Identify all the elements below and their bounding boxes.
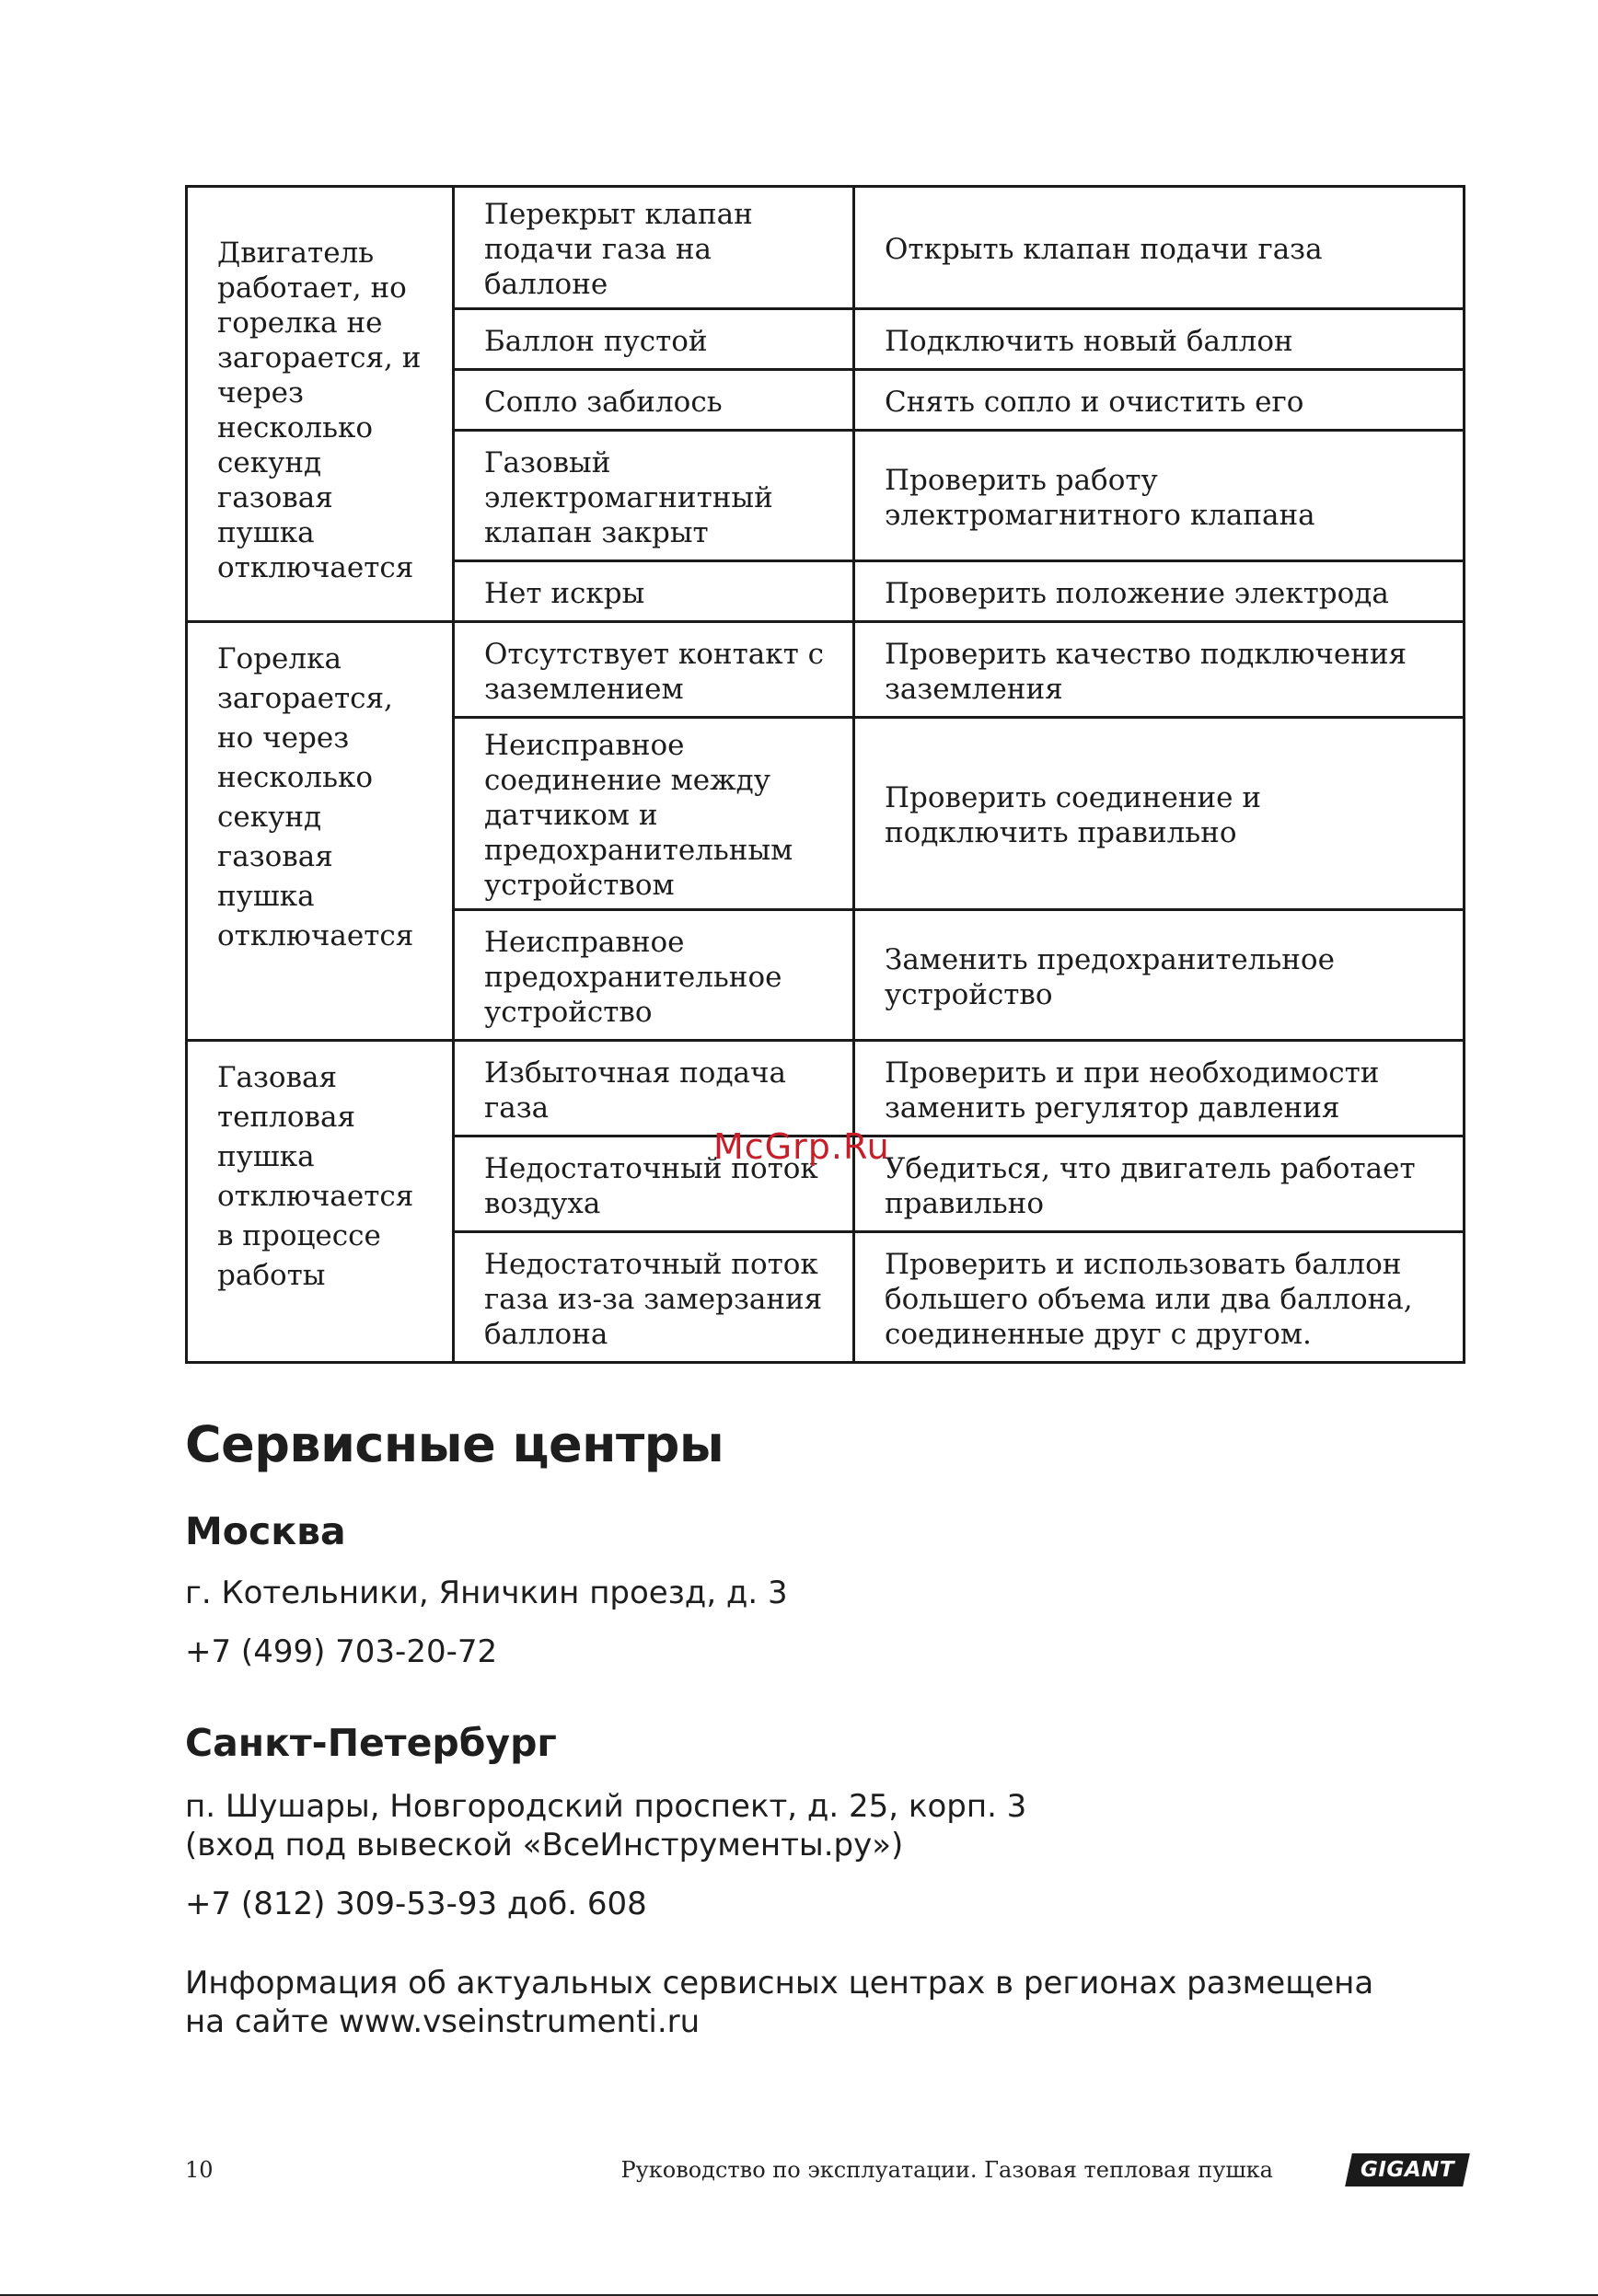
cause-cell: Перекрыт клапан подачи газа на баллоне [454,187,854,309]
info-line1: Информация об актуальных сервисных центрах в регионах размещена [185,1965,1374,2002]
cause-cell: Неисправное предохранительное устройство [454,910,854,1041]
moscow-address: г. Котельники, Яничкин проезд, д. 3 [185,1575,788,1611]
fix-cell: Проверить работу электромагнитного клапана [854,431,1465,561]
fix-cell: Проверить качество подключения заземления [854,622,1465,718]
problem-cell: Газовая тепловая пушка отключается в процессе работы [187,1041,454,1363]
spb-address-line1: п. Шушары, Новгородский проспект, д. 25, корп. 3 [185,1788,1027,1825]
cause-cell: Недостаточный поток газа из-за замерзания баллона [454,1232,854,1363]
gigant-logo [1345,2153,1470,2186]
page-number: 10 [185,2157,214,2183]
fix-cell: Убедиться, что двигатель работает правильно [854,1136,1465,1232]
gigant-logo-text: GIGANT [1360,2158,1455,2182]
watermark-text: McGrp.Ru [713,1126,890,1167]
service-centers-title: Сервисные центры [185,1415,724,1473]
cause-cell: Нет искры [454,561,854,622]
cause-cell: Недостаточный поток воздуха [454,1136,854,1232]
spb-heading: Санкт-Петербург [185,1721,557,1765]
cause-cell: Баллон пустой [454,309,854,370]
fix-cell: Проверить и при необходимости заменить регулятор давления [854,1041,1465,1136]
table-row [187,187,1465,309]
info-text [185,1964,1455,2041]
problem-cell: Горелка загорается, но через несколько секунд газовая пушка отключается [187,622,454,1041]
problem-cell: Двигатель работает, но горелка не загорается, и через несколько секунд газовая пушка отключается [187,187,454,622]
info-line2: на сайте www.vseinstrumenti.ru [185,2003,701,2040]
fix-cell: Проверить и использовать баллон большего объема или два баллона, соединенные друг с другом. [854,1232,1465,1363]
fix-cell: Заменить предохранительное устройство [854,910,1465,1041]
footer-title: Руководство по эксплуатации. Газовая тепловая пушка [620,2157,1273,2183]
troubleshooting-table-wrap [185,185,1463,1364]
cause-cell: Газовый электромагнитный клапан закрыт [454,431,854,561]
spb-address-line2: (вход под вывеской «ВсеИнструменты.ру») [185,1827,904,1863]
spb-phone: +7 (812) 309-53-93 доб. 608 [185,1886,647,1922]
fix-cell: Снять сопло и очистить его [854,370,1465,431]
page-footer [185,2157,1466,2190]
fix-cell: Проверить соединение и подключить правильно [854,718,1465,910]
troubleshooting-table [185,185,1465,1364]
cause-cell: Отсутствует контакт с заземлением [454,622,854,718]
moscow-heading: Москва [185,1509,346,1553]
fix-cell: Открыть клапан подачи газа [854,187,1465,309]
moscow-phone: +7 (499) 703-20-72 [185,1633,498,1670]
cause-cell: Неисправное соединение между датчиком и предохранительным устройством [454,718,854,910]
cause-cell: Избыточная подача газа [454,1041,854,1136]
fix-cell: Подключить новый баллон [854,309,1465,370]
table-row [187,1041,1465,1136]
table-row [187,622,1465,718]
fix-cell: Проверить положение электрода [854,561,1465,622]
cause-cell: Сопло забилось [454,370,854,431]
spb-address [185,1787,1026,1864]
